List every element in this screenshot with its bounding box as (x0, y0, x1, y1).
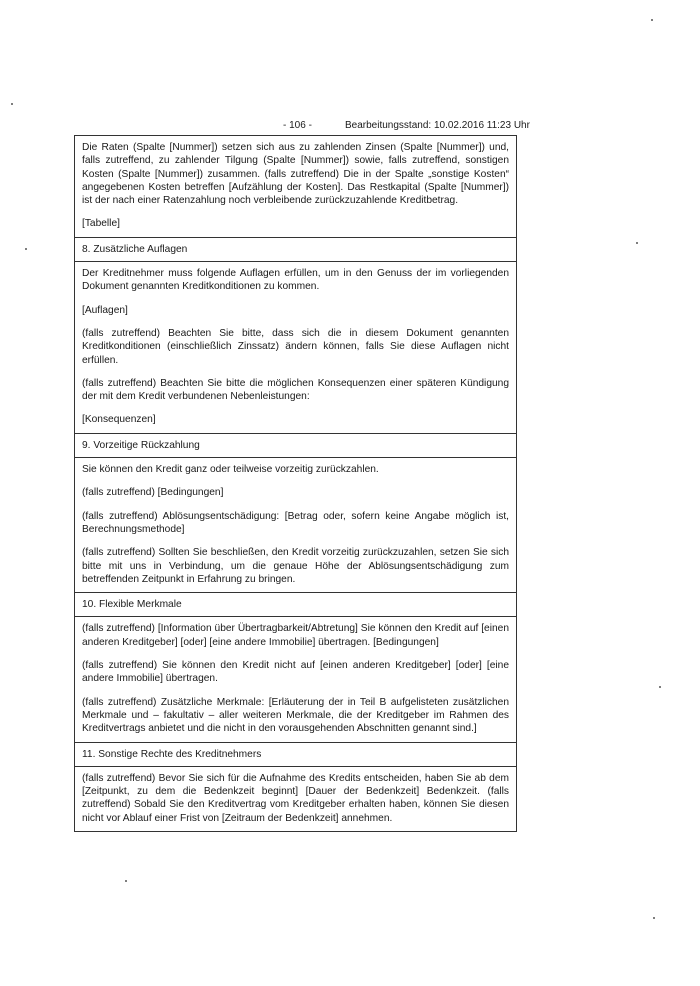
paragraph: (falls zutreffend) Ablösungsentschädigung: [Betrag oder, sofern keine Angabe möglich ist, Berechnungsmethode] (82, 510, 509, 535)
scan-speck (651, 19, 653, 21)
paragraph: Der Kreditnehmer muss folgende Auflagen erfüllen, um in den Genuss der im vorliegenden Dokument genannten Kreditkonditionen zu kommen. (82, 268, 509, 293)
scan-speck (636, 242, 638, 244)
section-heading-flexible-features: 10. Flexible Merkmale (75, 593, 516, 617)
scan-speck (11, 103, 13, 105)
paragraph: (falls zutreffend) Zusätzliche Merkmale: [Erläuterung der in Teil B aufgelisteten zusätzlichen Merkmale und – fakultativ – aller weiteren Merkmale, die der Kreditgeber im Rahmen des Kreditvertrags anbietet und die nicht in den vorausgehenden Abschnitten genannt sind.] (82, 696, 509, 735)
paragraph: [Auflagen] (82, 304, 128, 316)
scan-speck (125, 880, 127, 882)
scan-speck (659, 686, 661, 688)
paragraph: [Tabelle] (82, 218, 120, 230)
section-heading-early-repayment: 9. Vorzeitige Rückzahlung (75, 434, 516, 458)
table-row-additional-requirements (75, 262, 516, 434)
page-number: - 106 - (283, 120, 312, 131)
section-heading-other-rights: 11. Sonstige Rechte des Kreditnehmers (75, 743, 516, 767)
paragraph: (falls zutreffend) Beachten Sie bitte die möglichen Konsequenzen einer späteren Kündigung der mit dem Kredit verbundenen Nebenleistungen: (82, 377, 509, 403)
section-heading-additional-requirements: 8. Zusätzliche Auflagen (75, 238, 516, 262)
scan-speck (25, 248, 27, 250)
paragraph: [Konsequenzen] (82, 414, 156, 426)
table-row-rates-explanation (75, 136, 516, 238)
document-table (74, 135, 517, 832)
edit-status: Bearbeitungsstand: 10.02.2016 11:23 Uhr (345, 120, 530, 131)
paragraph: (falls zutreffend) Sollten Sie beschließen, den Kredit vorzeitig zurückzuzahlen, setzen Sie sich bitte mit uns in Verbindung, um die genaue Höhe der Ablösungsentschädigung zum betreffenden Zeitpunkt in Erfahrung zu bringen. (82, 547, 509, 585)
paragraph: (falls zutreffend) [Information über Übertragbarkeit/Abtretung] Sie können den Kredit auf [einen anderen Kreditgeber] [oder] [eine andere Immobilie] übertragen. [Bedingungen] (82, 623, 509, 648)
page-header (0, 120, 700, 136)
paragraph: Die Raten (Spalte [Nummer]) setzen sich aus zu zahlenden Zinsen (Spalte [Nummer]) und, falls zutreffend, zu zahlender Tilgung (Spalte [Nummer]) sowie, falls zutreffend, sonstigen Kosten (Spalte [Nummer]) zusammen. (falls zutreffend) Die in der Spalte „sonstige Kosten“ angegebenen Kosten betreffen [Aufzählung der Kosten]. Das Restkapital (Spalte [Nummer]) ist der nach einer Ratenzahlung noch verbleibende zurückzuzahlende Kreditbetrag. (82, 142, 509, 207)
table-row-flexible-features (75, 617, 516, 742)
paragraph: (falls zutreffend) [Bedingungen] (82, 487, 224, 499)
paragraph: Sie können den Kredit ganz oder teilweise vorzeitig zurückzahlen. (82, 464, 379, 476)
scan-speck (653, 917, 655, 919)
table-row-early-repayment (75, 458, 516, 593)
paragraph: (falls zutreffend) Sie können den Kredit nicht auf [einen anderen Kreditgeber] [oder] [eine andere Immobilie] übertragen. (82, 660, 509, 685)
table-row-other-rights (75, 767, 516, 831)
paragraph: (falls zutreffend) Beachten Sie bitte, dass sich die in diesem Dokument genannten Kreditkonditionen (einschließlich Zinssatz) ändern können, falls Sie diese Auflagen nicht erfüllen. (82, 327, 509, 366)
paragraph: (falls zutreffend) Bevor Sie sich für die Aufnahme des Kredits entscheiden, haben Sie ab dem [Zeitpunkt, zu dem die Bedenkzeit beginnt] [Dauer der Bedenkzeit] Bedenkzeit. (falls zutreffend) Sobald Sie den Kreditvertrag vom Kreditgeber erhalten haben, können Sie diesen nicht vor Ablauf einer Frist von [Zeitraum der Bedenkzeit] annehmen. (82, 772, 509, 824)
